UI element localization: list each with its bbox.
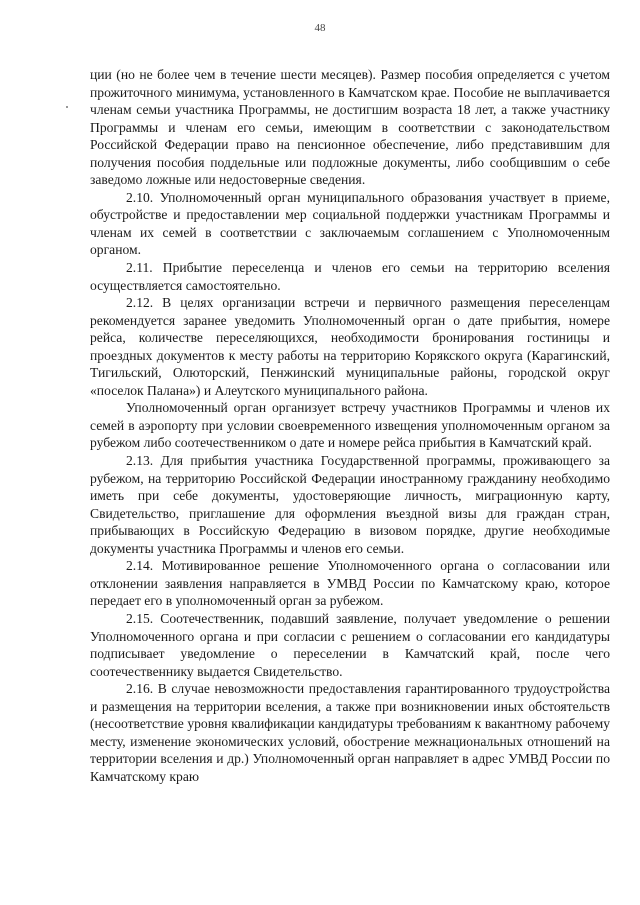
- paragraph-2-12: 2.12. В целях организации встречи и первичного размещения переселенцам рекомендуется заранее уведомить Уполномоченный орган о дате прибытия, номере рейса, количестве переселяющихся, необходимости бронирования гостиницы и проездных документов к месту работы на территорию Корякского округа (Карагинский, Тигильский, Олюторский, Пенжинский муниципальные районы, городской округ «поселок Палана») и Алеутского муниципального района.: [90, 295, 610, 398]
- scan-artifact-dot: [66, 106, 68, 108]
- paragraph-2-12-meeting: Уполномоченный орган организует встречу участников Программы и членов их семей в аэропорту при условии своевременного извещения уполномоченным органом за рубежом либо соотечественником о дате и номере рейса прибытия в Камчатский край.: [90, 400, 610, 451]
- document-body: [90, 66, 610, 785]
- page-number: 48: [314, 22, 326, 34]
- paragraph-2-11: 2.11. Прибытие переселенца и членов его семьи на территорию вселения осуществляется самостоятельно.: [90, 260, 610, 293]
- paragraph-2-15: 2.15. Соотечественник, подавший заявление, получает уведомление о решении Уполномоченного органа и при согласии с решением о согласовании его кандидатуры подписывает уведомление о переселении в Камчатский край, после чего соотечественнику выдается Свидетельство.: [90, 610, 610, 679]
- paragraph-2-16: 2.16. В случае невозможности предоставления гарантированного трудоустройства и размещения на территории вселения, а также при возникновении иных обстоятельств (несоответствие уровня квалификации кандидатуры требованиям к вакантному рабочему месту, изменение экономических условий, обострение межнациональных отношений на территории вселения и др.) Уполномоченный орган направляет в адрес УМВД России по Камчатскому краю: [90, 681, 610, 784]
- paragraph-2-14: 2.14. Мотивированное решение Уполномоченного органа о согласовании или отклонении заявления направляется в УМВД России по Камчатскому краю, которое передает его в уполномоченный орган за рубежом.: [90, 558, 610, 609]
- paragraph-benefit-continued: ции (но не более чем в течение шести месяцев). Размер пособия определяется с учетом прожиточного минимума, установленного в Камчатском крае. Пособие не выплачивается членам семьи участника Программы, не достигшим возраста 18 лет, а также участнику Программы и членам его семьи, имеющим в соответствии с законодательством Российской Федерации право на пенсионное обеспечение, либо представившим для получения пособия поддельные или подложные документы, либо сообщившим о себе заведомо ложные или недостоверные сведения.: [90, 67, 610, 188]
- paragraph-2-13: 2.13. Для прибытия участника Государственной программы, проживающего за рубежом, на территорию Российской Федерации иностранному гражданину необходимо иметь при себе документы, удостоверяющие личность, миграционную карту, Свидетельство, приглашение для оформления въездной визы для граждан стран, прибывающих в Российскую Федерацию в визовом порядке, другие необходимые документы участника Программы и членов его семьи.: [90, 453, 610, 556]
- paragraph-2-10: 2.10. Уполномоченный орган муниципального образования участвует в приеме, обустройстве и предоставлении мер социальной поддержки участникам Программы и членам их семей в соответствии с заключаемым соглашением с Уполномоченным органом.: [90, 189, 610, 258]
